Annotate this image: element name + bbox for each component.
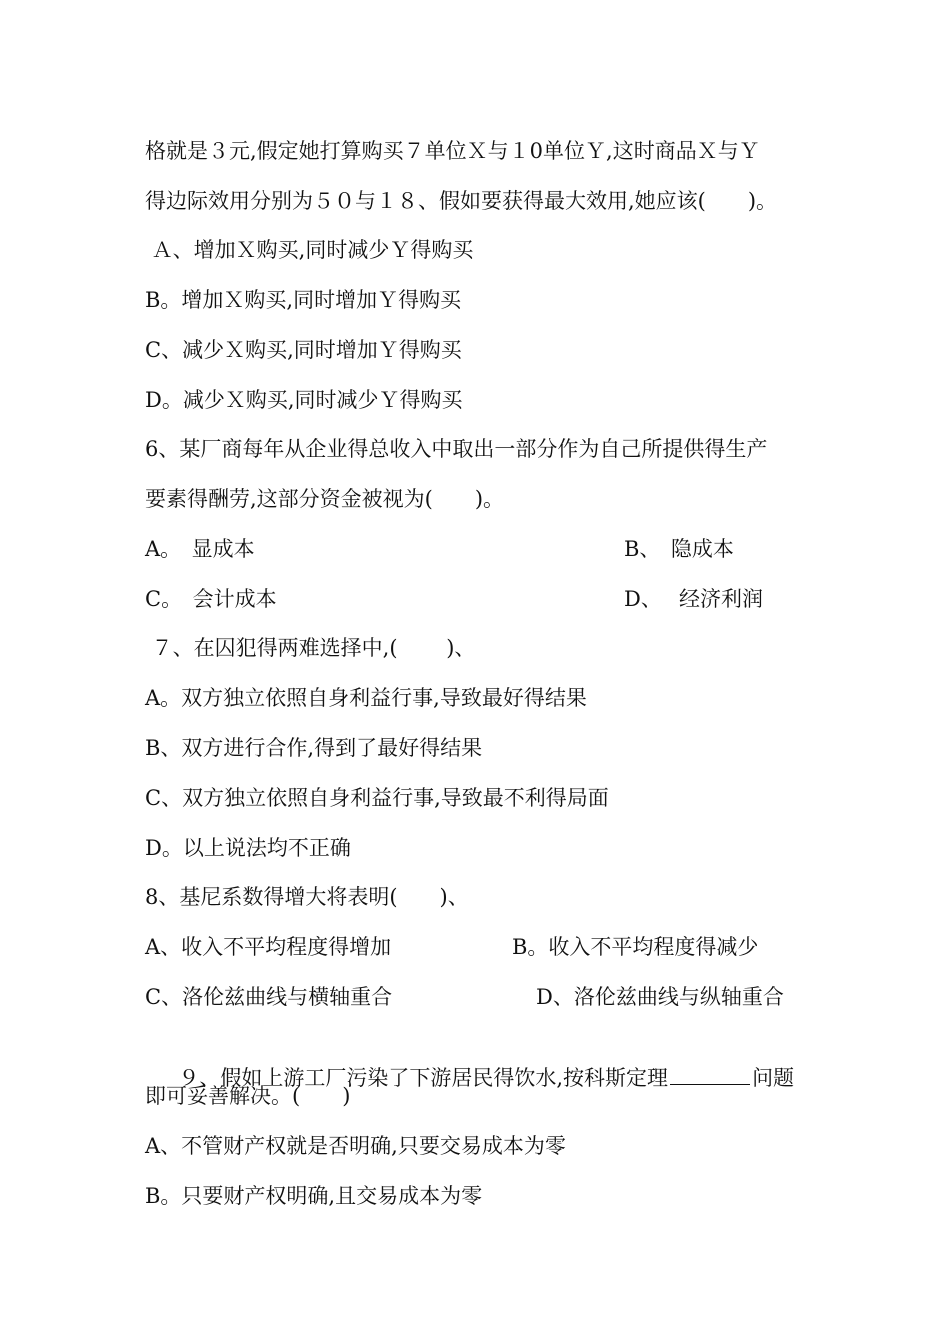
q9-option-a: A、不管财产权就是否明确,只要交易成本为零 — [145, 1134, 566, 1158]
q5-option-c: C、减少Ｘ购买,同时增加Ｙ得购买 — [145, 338, 462, 362]
q7-option-c: C、双方独立依照自身利益行事,导致最不利得局面 — [145, 786, 609, 810]
q9-option-b: B。只要财产权明确,且交易成本为零 — [145, 1184, 483, 1208]
q7-option-a: A。双方独立依照自身利益行事,导致最好得结果 — [145, 686, 587, 710]
q6-stem-cont: 要素得酬劳,这部分资金被视为( )。 — [145, 487, 505, 511]
q5-option-a: Ａ、增加Ｘ购买,同时减少Ｙ得购买 — [145, 238, 474, 262]
q8-option-d: D、洛伦兹曲线与纵轴重合 — [536, 985, 784, 1009]
q9-stem-text: ９、假如上游工厂污染了下游居民得饮水,按科斯定理 — [171, 1066, 669, 1090]
q7-option-d: D。以上说法均不正确 — [145, 836, 351, 860]
q6-stem: 6、某厂商每年从企业得总收入中取出一部分作为自己所提供得生产 — [145, 437, 768, 461]
text-line: 格就是３元,假定她打算购买７单位Ｘ与１0单位Ｙ,这时商品Ｘ与Ｙ — [145, 139, 760, 163]
q5-option-b: B。增加Ｘ购买,同时增加Ｙ得购买 — [145, 288, 462, 312]
q6-option-a: A。 显成本 — [145, 537, 255, 561]
q8-option-a: A、收入不平均程度得增加 — [145, 935, 392, 959]
q6-option-c: C。 会计成本 — [145, 587, 277, 611]
q8-option-c: C、洛伦兹曲线与横轴重合 — [145, 985, 393, 1009]
q6-option-d: D、 经济利润 — [624, 587, 764, 611]
q6-option-b: B、 隐成本 — [624, 537, 734, 561]
q9-stem-cont: 即可妥善解决。( ) — [145, 1084, 351, 1108]
q9-stem — [145, 1032, 795, 1090]
q8-option-b: B。收入不平均程度得减少 — [512, 935, 759, 959]
fill-blank — [670, 1062, 750, 1085]
q5-option-d: D。减少Ｘ购买,同时减少Ｙ得购买 — [145, 388, 463, 412]
q7-option-b: B、双方进行合作,得到了最好得结果 — [145, 736, 483, 760]
q7-stem: ７、在囚犯得两难选择中,( )、 — [145, 636, 476, 660]
q8-stem: 8、基尼系数得增大将表明( )、 — [145, 885, 469, 909]
q9-stem-tail: 问题 — [752, 1066, 795, 1090]
text-line: 得边际效用分别为５０与１８、假如要获得最大效用,她应该( )。 — [145, 189, 778, 213]
